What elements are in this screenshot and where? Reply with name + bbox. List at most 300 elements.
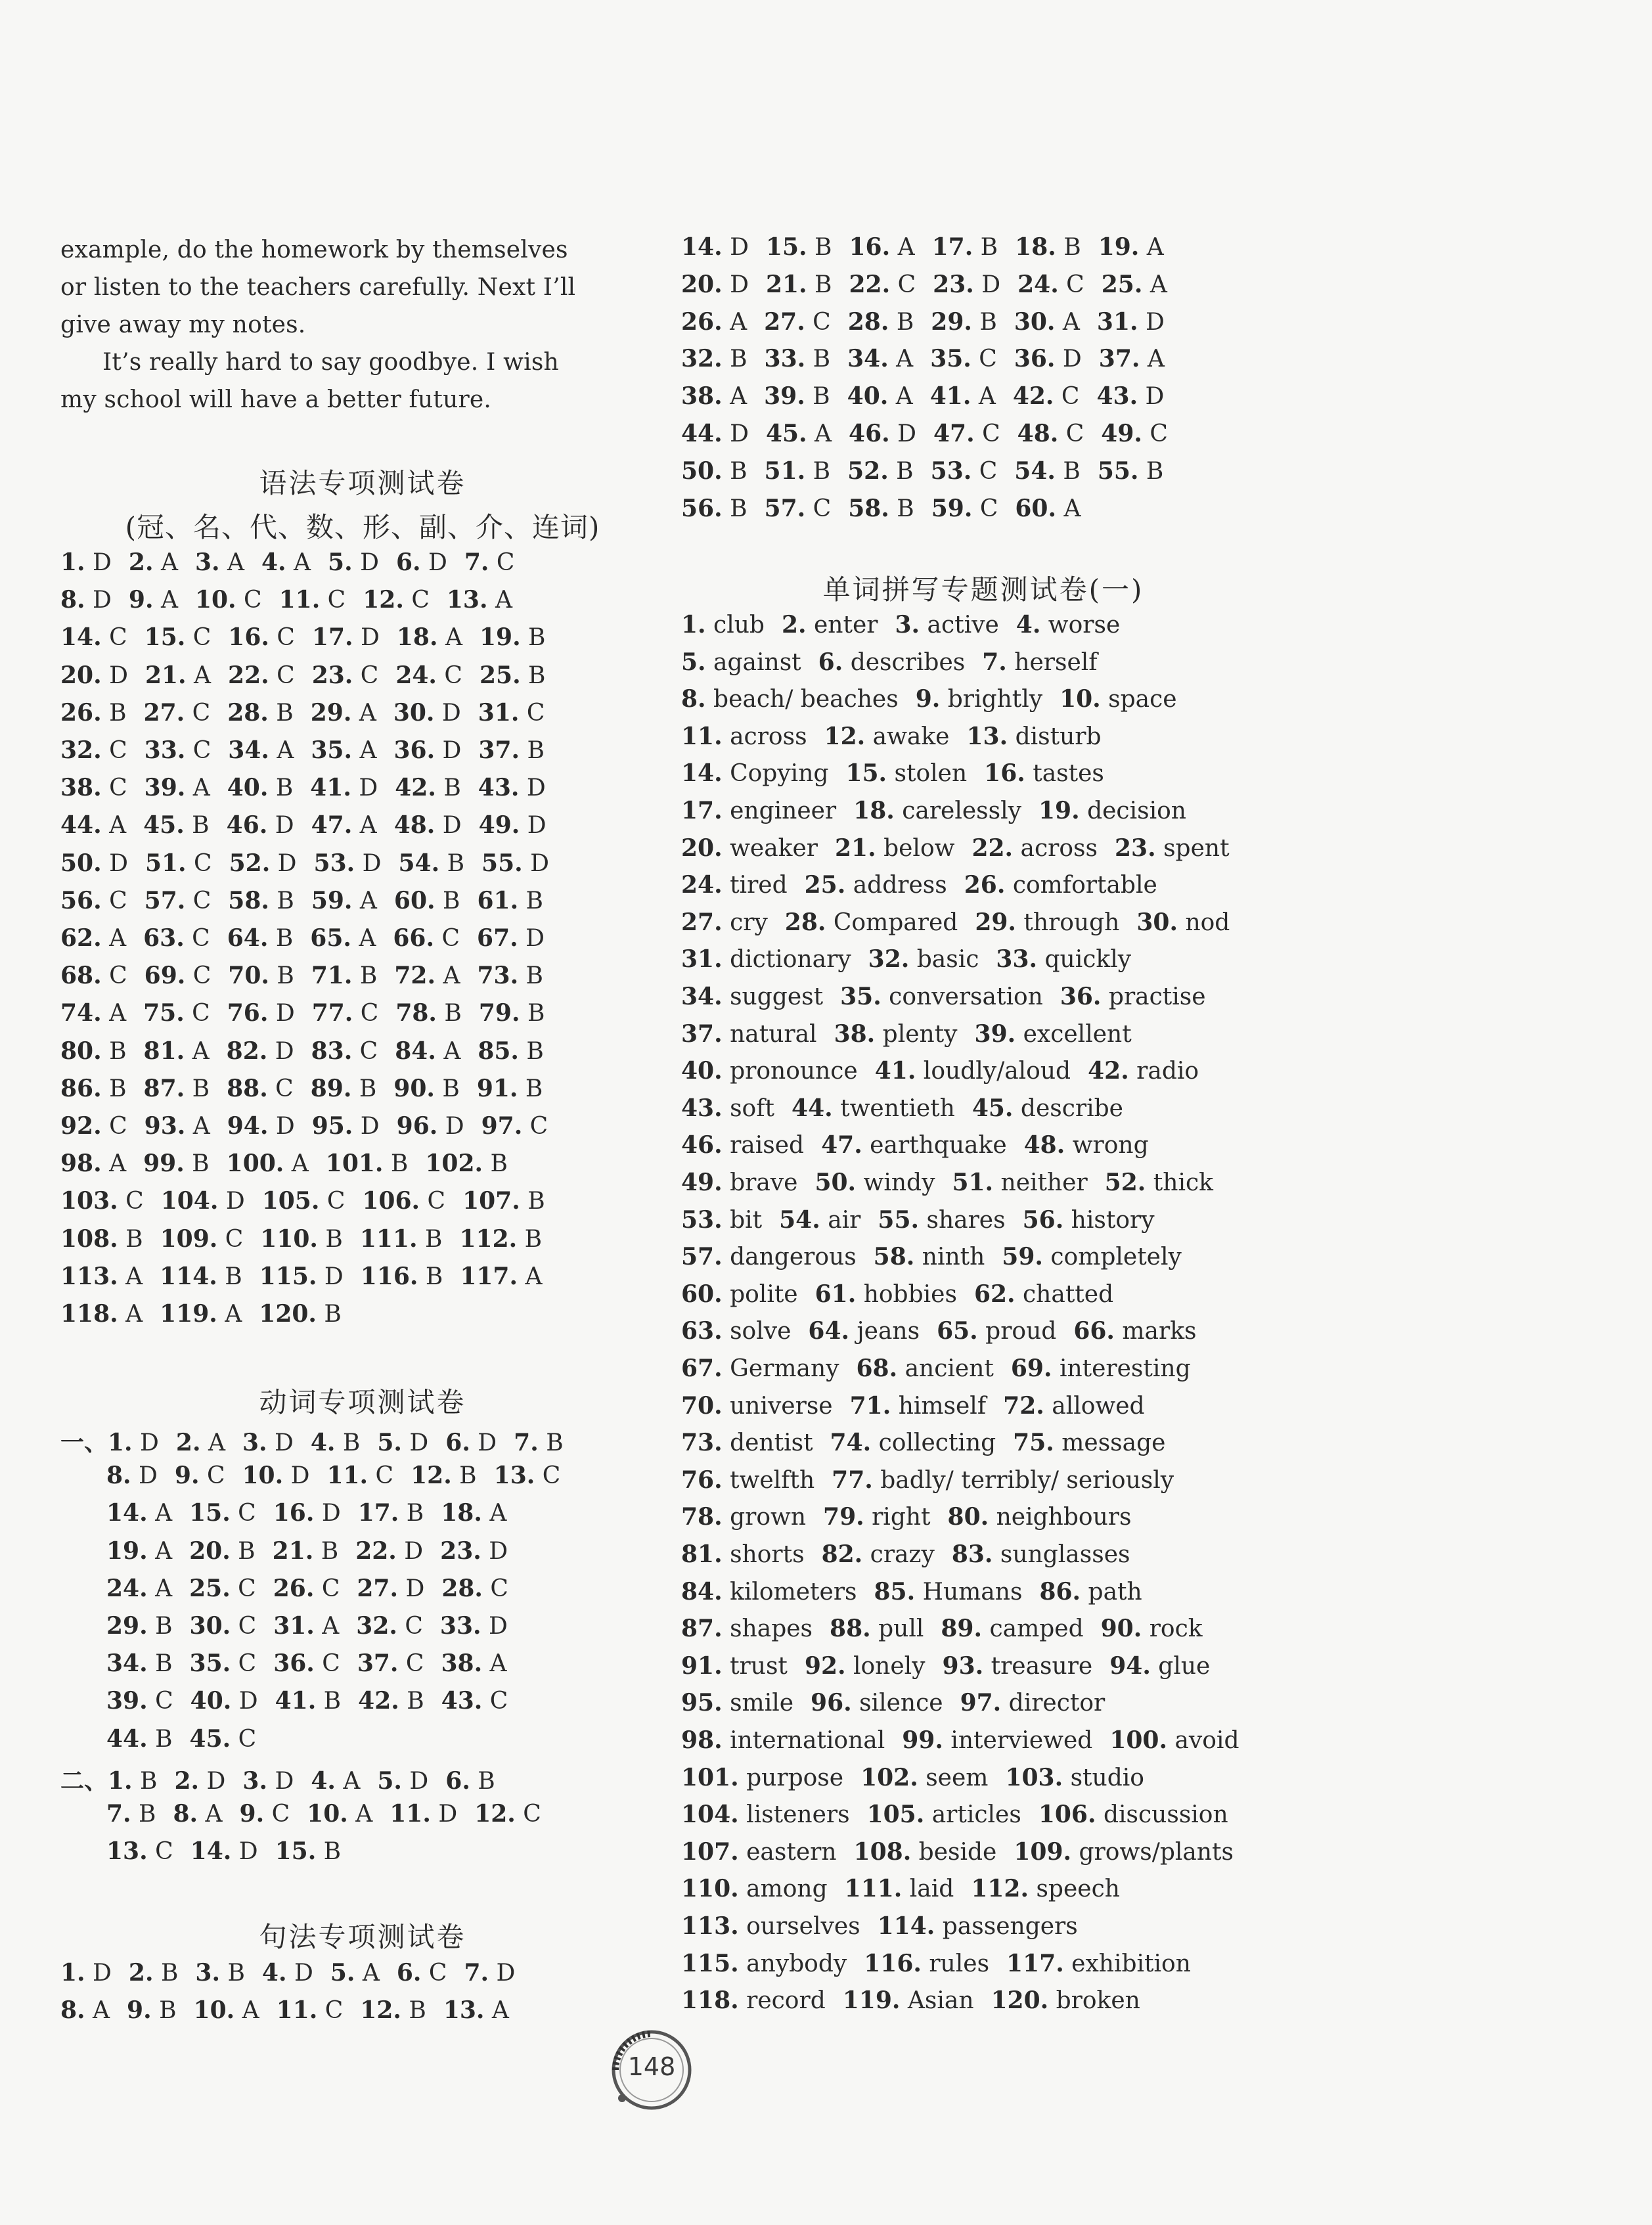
answer-item: 25. B xyxy=(479,661,546,689)
answer-line xyxy=(681,1243,1199,1276)
answer-item: 116. rules xyxy=(864,1949,990,1977)
answer-item: 53. D xyxy=(313,849,382,877)
answer-item: 58. B xyxy=(848,494,914,522)
answer-item: 6. D xyxy=(445,1429,497,1456)
answer-item: 8. beach/ beaches xyxy=(681,685,899,713)
answer-line xyxy=(106,1499,524,1532)
answer-line xyxy=(60,1763,512,1795)
answer-item: 20. weaker xyxy=(681,834,818,862)
answer-item: 52. thick xyxy=(1104,1169,1213,1196)
answer-item: 11. D xyxy=(390,1800,458,1828)
answer-item: 82. D xyxy=(226,1037,294,1065)
answer-line xyxy=(681,1355,1208,1387)
answer-line xyxy=(681,1429,1182,1462)
answer-item: 34. B xyxy=(106,1650,173,1678)
answer-line xyxy=(60,1424,581,1457)
answer-item: 108. B xyxy=(60,1225,143,1253)
answer-item: 2. A xyxy=(175,1429,225,1456)
answer-item: 44. B xyxy=(106,1724,173,1753)
answer-item: 55. B xyxy=(1097,457,1164,485)
answer-line xyxy=(681,834,1247,867)
answer-item: 83. sunglasses xyxy=(951,1540,1130,1568)
answer-item: 75. message xyxy=(1013,1429,1166,1457)
answer-item: 63. C xyxy=(143,924,210,952)
answer-item: 14. D xyxy=(190,1837,258,1866)
answer-item: 118. A xyxy=(60,1300,143,1328)
answer-item: 112. speech xyxy=(971,1875,1120,1903)
answer-item: 110. B xyxy=(260,1225,343,1253)
answer-item: 60. B xyxy=(393,886,460,914)
answer-item: 97. C xyxy=(481,1112,548,1140)
answer-item: 29. through xyxy=(975,908,1120,936)
answer-line xyxy=(681,871,1174,904)
answer-item: 26. C xyxy=(273,1574,340,1602)
answer-item: 26. A xyxy=(681,307,748,336)
answer-item: 47. A xyxy=(311,811,377,840)
answer-item: 74. A xyxy=(60,999,127,1027)
answer-item: 116. B xyxy=(360,1262,443,1290)
answer-item: 102. seem xyxy=(860,1763,989,1791)
answer-item: 21. B xyxy=(272,1537,339,1565)
answer-item: 39. excellent xyxy=(974,1020,1132,1048)
answer-item: 29. B xyxy=(106,1612,173,1640)
answer-item: 30. C xyxy=(189,1612,257,1640)
answer-item: 44. A xyxy=(60,811,127,840)
answer-item: 22. C xyxy=(849,270,916,298)
page-number-badge xyxy=(602,2021,701,2119)
answer-item: 11. C xyxy=(279,586,346,614)
answer-item: 16. D xyxy=(273,1499,341,1527)
answer-item: 21. below xyxy=(835,834,955,862)
answer-item: 34. suggest xyxy=(681,983,824,1010)
answer-item: 52. B xyxy=(847,457,914,485)
page-number: 148 xyxy=(627,2052,676,2081)
answer-item: 99. B xyxy=(143,1150,210,1178)
answer-item: 14. A xyxy=(106,1499,173,1527)
answer-item: 50. B xyxy=(681,457,748,485)
answer-item: 98. international xyxy=(681,1726,885,1754)
answer-line xyxy=(681,1652,1227,1685)
answer-line xyxy=(106,1612,525,1645)
answer-item: 83. C xyxy=(311,1037,378,1065)
answer-item: 19. A xyxy=(106,1537,173,1565)
answer-line xyxy=(60,849,566,882)
answer-item: 37. C xyxy=(357,1650,424,1678)
answer-item: 9. B xyxy=(127,1996,177,2025)
answer-item: 46. D xyxy=(226,811,294,840)
answer-line xyxy=(681,1280,1130,1313)
answer-line xyxy=(106,1650,524,1682)
answer-line xyxy=(681,1169,1230,1202)
answer-item: 50. windy xyxy=(815,1169,935,1196)
answer-item: 13. disturb xyxy=(966,722,1102,750)
answer-item: 34. A xyxy=(847,345,914,373)
answer-item: 18. carelessly xyxy=(853,797,1021,824)
answer-item: 115. D xyxy=(259,1262,344,1290)
answer-item: 16. tastes xyxy=(984,759,1104,788)
answer-line xyxy=(60,1996,526,2029)
answer-item: 108. beside xyxy=(853,1837,997,1866)
answer-item: 19. A xyxy=(1098,233,1164,261)
answer-item: 38. C xyxy=(60,774,127,802)
answer-item: 17. B xyxy=(931,233,998,261)
answer-line xyxy=(681,1131,1166,1164)
answer-item: 69. interesting xyxy=(1010,1355,1191,1382)
answer-item: 2. enter xyxy=(781,611,878,639)
answer-item: 59. C xyxy=(931,494,998,522)
answer-item: 68. C xyxy=(60,962,127,990)
answer-item: 104. D xyxy=(160,1187,245,1215)
answer-item: 89. B xyxy=(310,1074,377,1102)
answer-item: 78. grown xyxy=(681,1503,807,1531)
answer-item: 101. purpose xyxy=(681,1763,844,1791)
answer-line xyxy=(60,736,562,769)
answer-item: 119. A xyxy=(160,1300,242,1328)
answer-item: 40. A xyxy=(847,382,913,411)
answer-item: 77. badly/ terribly/ seriously xyxy=(832,1466,1174,1494)
answer-item: 37. B xyxy=(478,736,545,764)
answer-item: 70. universe xyxy=(681,1391,833,1420)
answer-item: 85. Humans xyxy=(874,1577,1023,1606)
answer-item: 65. A xyxy=(310,924,376,952)
answer-item: 9. C xyxy=(239,1800,290,1828)
answer-item: 6. D xyxy=(395,549,447,576)
answer-item: 13. C xyxy=(106,1837,173,1866)
answer-item: 9. brightly xyxy=(915,685,1043,713)
answer-line xyxy=(106,1537,525,1570)
answer-item: 57. dangerous xyxy=(681,1243,857,1271)
answer-item: 8. A xyxy=(173,1800,223,1828)
answer-item: 31. C xyxy=(478,698,545,727)
grammar-test-subtitle: (冠、名、代、数、形、副、介、连词) xyxy=(125,511,600,543)
answer-item: 48. C xyxy=(1017,420,1084,447)
answer-item: 51. neither xyxy=(952,1169,1088,1196)
answer-item: 54. air xyxy=(779,1205,861,1234)
answer-item: 38. A xyxy=(681,382,748,411)
answer-line xyxy=(60,1112,565,1145)
answer-line xyxy=(681,1094,1140,1127)
answer-item: 28. C xyxy=(441,1574,508,1602)
answer-item: 5. against xyxy=(681,648,801,676)
answer-item: 18. A xyxy=(396,623,462,652)
answer-item: 28. B xyxy=(227,698,294,727)
answer-item: 42. radio xyxy=(1088,1057,1199,1085)
answer-item: 23. spent xyxy=(1114,834,1230,862)
answer-line xyxy=(681,685,1194,718)
answer-line xyxy=(60,1187,562,1220)
answer-item: 26. comfortable xyxy=(964,871,1157,899)
answer-item: 70. B xyxy=(228,962,294,990)
answer-item: 45. B xyxy=(143,811,210,840)
answer-item: 100. A xyxy=(226,1150,309,1178)
answer-item: 35. conversation xyxy=(840,983,1043,1010)
answer-item: 92. lonely xyxy=(804,1652,926,1680)
answer-item: 56. history xyxy=(1022,1205,1155,1234)
answer-item: 23. D xyxy=(933,270,1001,298)
answer-item: 4. A xyxy=(311,1766,361,1795)
answer-item: 78. B xyxy=(395,999,462,1027)
answer-line xyxy=(681,1912,1095,1945)
answer-line xyxy=(681,945,1148,978)
answer-item: 107. B xyxy=(462,1187,545,1215)
answer-item: 24. tired xyxy=(681,871,788,899)
answer-item: 69. C xyxy=(144,962,212,990)
answer-line xyxy=(60,623,563,656)
answer-item: 120. B xyxy=(259,1300,342,1328)
answer-item: 32. basic xyxy=(868,945,979,974)
answer-line xyxy=(681,1540,1148,1573)
answer-item: 45. A xyxy=(765,420,832,447)
answer-item: 12. awake xyxy=(824,722,950,750)
answer-line xyxy=(681,611,1137,644)
answer-item: 22. C xyxy=(228,661,295,689)
answer-line xyxy=(60,699,562,732)
answer-line xyxy=(60,887,560,920)
answer-item: 15. B xyxy=(765,233,832,261)
answer-item: 58. ninth xyxy=(873,1243,985,1271)
answer-item: 1. D xyxy=(60,1959,112,1987)
answer-item: 82. crazy xyxy=(821,1540,935,1568)
answer-item: 72. allowed xyxy=(1003,1391,1145,1420)
answer-item: 114. passengers xyxy=(877,1912,1078,1940)
answer-item: 7. herself xyxy=(982,648,1098,676)
answer-item: 106. C xyxy=(362,1187,446,1215)
answer-item: 22. across xyxy=(971,834,1098,862)
answer-line xyxy=(60,662,563,694)
answer-item: 3. D xyxy=(242,1766,294,1795)
answer-line xyxy=(60,549,531,581)
answer-line xyxy=(106,1462,577,1495)
answer-item: 11. C xyxy=(326,1462,394,1490)
answer-item: 28. B xyxy=(847,307,914,336)
answer-item: 14. Copying xyxy=(681,759,829,788)
prose-line: my school will have a better future. xyxy=(60,386,492,413)
answer-item: 25. A xyxy=(1101,270,1167,298)
answer-item: 10. A xyxy=(307,1800,373,1828)
answer-item: 13. C xyxy=(493,1462,561,1490)
answer-item: 43. soft xyxy=(681,1094,775,1122)
answer-line xyxy=(60,1037,561,1070)
answer-line xyxy=(106,1725,273,1758)
answer-item: 45. describe xyxy=(971,1094,1123,1122)
answer-line xyxy=(681,797,1203,830)
answer-item: 99. interviewed xyxy=(902,1726,1093,1754)
verb-test-title: 动词专项测试卷 xyxy=(259,1386,466,1418)
answer-item: 111. B xyxy=(359,1225,443,1253)
answer-item: 102. B xyxy=(425,1150,508,1178)
answer-item: 54. B xyxy=(1014,457,1081,485)
answer-item: 23. D xyxy=(440,1537,508,1565)
answer-item: 117. A xyxy=(460,1262,543,1290)
answer-item: 96. silence xyxy=(811,1689,943,1717)
prose-line: give away my notes. xyxy=(60,311,306,338)
answer-item: 96. D xyxy=(396,1112,464,1140)
answer-item: 66. marks xyxy=(1073,1317,1197,1345)
answer-item: 57. C xyxy=(764,494,832,522)
answer-item: 32. C xyxy=(356,1612,423,1640)
answer-item: 33. C xyxy=(144,736,212,764)
answer-line xyxy=(106,1575,525,1607)
answer-item: 90. B xyxy=(393,1074,460,1102)
prose-line: It’s really hard to say goodbye. I wish xyxy=(102,349,559,376)
answer-item: 120. broken xyxy=(991,1987,1140,2015)
answer-line xyxy=(681,1392,1162,1425)
answer-item: 二、1. B xyxy=(60,1766,158,1795)
answer-item: 87. shapes xyxy=(681,1615,813,1643)
answer-line xyxy=(681,1726,1257,1759)
answer-item: 66. C xyxy=(393,924,460,952)
answer-item: 46. D xyxy=(849,420,916,447)
answer-item: 7. C xyxy=(464,549,515,576)
answer-item: 17. D xyxy=(311,623,380,652)
answer-item: 27. C xyxy=(143,698,211,727)
answer-line xyxy=(681,983,1223,1016)
answer-item: 17. engineer xyxy=(681,797,837,824)
answer-item: 24. A xyxy=(106,1574,173,1602)
answer-item: 41. B xyxy=(275,1687,342,1715)
answer-item: 33. B xyxy=(764,345,831,373)
answer-item: 5. A xyxy=(330,1959,380,1987)
answer-item: 87. B xyxy=(143,1074,210,1102)
answer-item: 118. record xyxy=(681,1987,826,2015)
answer-item: 24. C xyxy=(1017,270,1084,298)
answer-item: 40. pronounce xyxy=(681,1057,858,1085)
answer-line xyxy=(681,648,1115,681)
answer-item: 35. C xyxy=(189,1650,257,1678)
answer-item: 68. ancient xyxy=(856,1355,994,1382)
answer-item: 14. C xyxy=(60,623,127,652)
answer-item: 29. A xyxy=(310,698,376,727)
answer-item: 21. B xyxy=(765,270,832,298)
answer-item: 113. A xyxy=(60,1262,143,1290)
answer-item: 3. D xyxy=(242,1429,294,1456)
answer-item: 49. C xyxy=(1101,420,1168,447)
answer-line xyxy=(681,1987,1157,2019)
answer-item: 119. Asian xyxy=(842,1987,974,2015)
answer-item: 53. bit xyxy=(681,1205,763,1234)
answer-item: 20. D xyxy=(60,661,128,689)
answer-line xyxy=(681,1875,1137,1908)
answer-item: 8. D xyxy=(60,586,112,614)
answer-item: 53. C xyxy=(930,457,998,485)
answer-line xyxy=(60,586,529,619)
answer-line xyxy=(681,1503,1148,1536)
grammar-test-title: 语法专项测试卷 xyxy=(259,467,466,499)
answer-item: 61. B xyxy=(477,886,544,914)
answer-item: 20. B xyxy=(189,1537,256,1565)
answer-item: 62. A xyxy=(60,924,127,952)
answer-item: 39. C xyxy=(106,1687,173,1715)
answer-item: 93. A xyxy=(144,1112,210,1140)
answer-item: 95. smile xyxy=(681,1689,794,1717)
answer-line xyxy=(60,1959,532,1992)
answer-item: 113. ourselves xyxy=(681,1912,860,1940)
answer-item: 50. D xyxy=(60,849,128,877)
answer-item: 6. C xyxy=(396,1959,447,1987)
answer-item: 40. B xyxy=(227,774,294,802)
answer-item: 33. quickly xyxy=(996,945,1132,974)
answer-item: 42. C xyxy=(1012,382,1080,411)
answer-item: 114. B xyxy=(160,1262,242,1290)
answer-item: 22. D xyxy=(355,1537,424,1565)
answer-item: 60. polite xyxy=(681,1280,798,1308)
answer-item: 5. D xyxy=(377,1766,429,1795)
answer-item: 89. camped xyxy=(941,1615,1084,1643)
answer-item: 31. D xyxy=(1096,307,1165,336)
answer-item: 3. A xyxy=(194,549,244,576)
syntax-test-title: 句法专项测试卷 xyxy=(259,1921,466,1953)
answer-item: 25. address xyxy=(804,871,947,899)
answer-item: 100. avoid xyxy=(1109,1726,1239,1754)
answer-line xyxy=(681,909,1247,941)
answer-item: 39. A xyxy=(144,774,210,802)
answer-item: 7. B xyxy=(106,1800,156,1828)
answer-line xyxy=(681,345,1182,378)
answer-item: 65. proud xyxy=(937,1317,1057,1345)
answer-line xyxy=(681,457,1180,490)
answer-item: 33. D xyxy=(439,1612,508,1640)
answer-line xyxy=(681,759,1121,792)
answer-item: 4. worse xyxy=(1016,611,1121,639)
answer-item: 36. D xyxy=(1014,345,1082,373)
answer-item: 84. kilometers xyxy=(681,1577,857,1606)
answer-item: 55. D xyxy=(481,849,549,877)
answer-item: 107. eastern xyxy=(681,1837,837,1866)
answer-item: 88. pull xyxy=(830,1615,924,1643)
answer-item: 32. C xyxy=(60,736,127,764)
answer-line xyxy=(681,233,1181,266)
answer-item: 3. B xyxy=(195,1959,245,1987)
answer-line xyxy=(681,382,1181,415)
answer-item: 67. Germany xyxy=(681,1355,839,1382)
answer-item: 36. practise xyxy=(1060,983,1206,1010)
answer-item: 38. plenty xyxy=(834,1020,958,1048)
answer-item: 64. B xyxy=(227,924,294,952)
answer-item: 15. stolen xyxy=(845,759,968,788)
answer-item: 110. among xyxy=(681,1875,828,1903)
answer-item: 77. C xyxy=(311,999,379,1027)
answer-item: 91. B xyxy=(476,1074,543,1102)
answer-item: 46. raised xyxy=(681,1131,805,1159)
answer-item: 7. D xyxy=(464,1959,516,1987)
answer-item: 94. D xyxy=(227,1112,295,1140)
answer-line xyxy=(106,1800,558,1833)
answer-line xyxy=(681,420,1185,453)
answer-item: 48. D xyxy=(393,811,462,840)
answer-item: 90. rock xyxy=(1100,1615,1203,1643)
answer-item: 27. C xyxy=(764,307,831,336)
answer-item: 45. C xyxy=(189,1724,257,1753)
answer-item: 91. trust xyxy=(681,1652,788,1680)
answer-item: 92. C xyxy=(60,1112,127,1140)
answer-item: 13. A xyxy=(446,586,512,614)
answer-line xyxy=(106,1687,525,1720)
answer-item: 59. completely xyxy=(1002,1243,1182,1271)
answer-item: 51. C xyxy=(145,849,212,877)
answer-item: 117. exhibition xyxy=(1006,1949,1191,1977)
answer-line xyxy=(681,1615,1220,1648)
answer-item: 56. B xyxy=(681,494,748,522)
answer-item: 43. C xyxy=(441,1687,508,1715)
answer-item: 71. himself xyxy=(849,1391,987,1420)
answer-item: 21. A xyxy=(145,661,212,689)
answer-item: 25. C xyxy=(189,1574,256,1602)
answer-item: 103. C xyxy=(60,1187,144,1215)
answer-item: 40. D xyxy=(190,1687,258,1715)
answer-item: 81. A xyxy=(143,1037,210,1065)
answer-item: 38. A xyxy=(441,1650,507,1678)
answer-item: 5. D xyxy=(328,549,379,576)
